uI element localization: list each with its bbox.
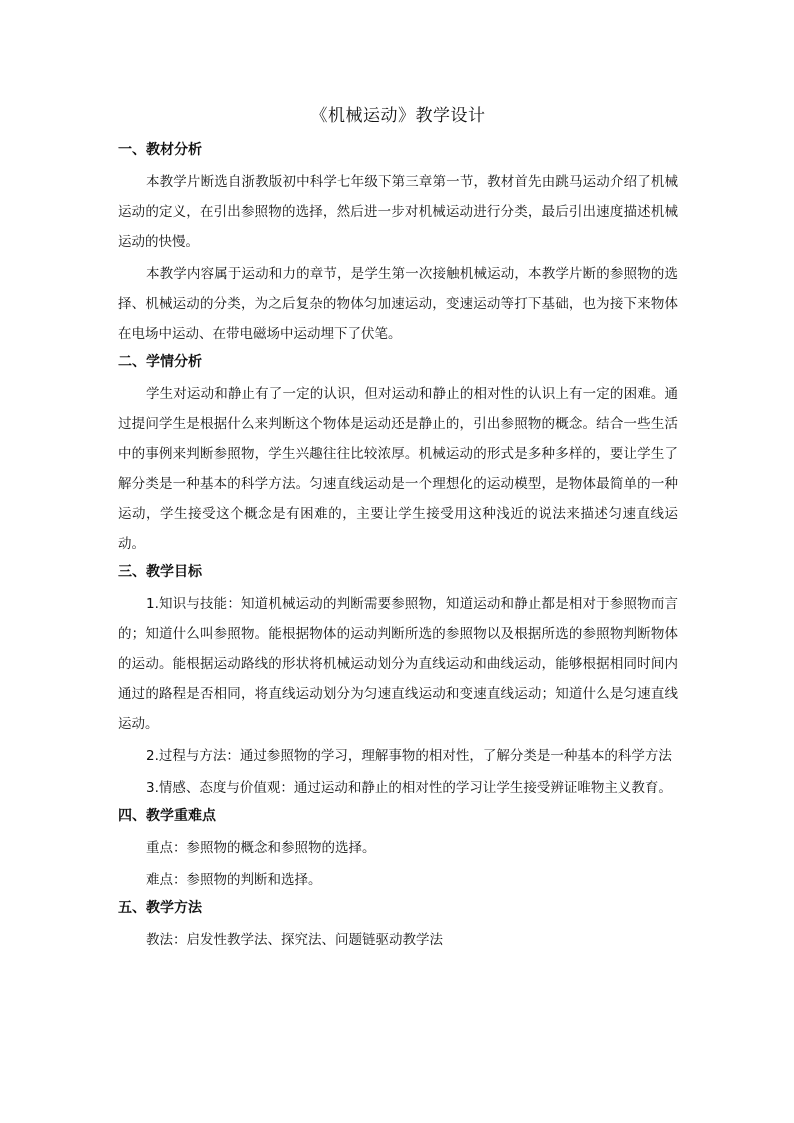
paragraph: 3.情感、态度与价值观：通过运动和静止的相对性的学习让学生接受辨证唯物主义教育。 (146, 780, 672, 796)
section-heading: 五、教学方法 (118, 900, 202, 916)
section-student-analysis (118, 351, 678, 559)
section-textbook-analysis (118, 139, 678, 349)
document-body (118, 101, 678, 957)
paragraph: 难点：参照物的判断和选择。 (146, 872, 322, 888)
paragraph: 重点：参照物的概念和参照物的选择。 (146, 840, 376, 856)
paragraph: 本教学片断选自浙教版初中科学七年级下第三章第一节，教材首先由跳马运动介绍了机械运动的定义，在引出参照物的选择，然后进一步对机械运动进行分类，最后引出速度描述机械运动的快慢。 (118, 174, 678, 250)
paragraph: 1.知识与技能：知道机械运动的判断需要参照物，知道运动和静止都是相对于参照物而言的；知道什么叫参照物。能根据物体的运动判断所选的参照物以及根据所选的参照物判断物体的运动。能根据运动路线的形状将机械运动划分为直线运动和曲线运动，能够根据相同时间内通过的路程是否相同，将直线运动划分为匀速直线运动和变速直线运动；知道什么是匀速直线运动。 (118, 596, 678, 732)
section-heading: 二、学情分析 (118, 354, 202, 370)
section-heading: 三、教学目标 (118, 564, 202, 580)
paragraph: 2.过程与方法：通过参照物的学习，理解事物的相对性，了解分类是一种基本的科学方法 (146, 748, 672, 764)
section-key-points (118, 805, 678, 895)
section-heading: 一、教材分析 (118, 142, 202, 158)
paragraph: 学生对运动和静止有了一定的认识，但对运动和静止的相对性的认识上有一定的困难。通过提问学生是根据什么来判断这个物体是运动还是静止的，引出参照物的概念。结合一些生活中的事例来判断参照物，学生兴趣往往比较浓厚。机械运动的形式是多种多样的，要让学生了解分类是一种基本的科学方法。匀速直线运动是一个理想化的运动模型，是物体最简单的一种运动，学生接受这个概念是有困难的，主要让学生接受用这种浅近的说法来描述匀速直线运动。 (118, 386, 678, 552)
document-title: 《机械运动》教学设计 (310, 106, 486, 126)
paragraph: 本教学内容属于运动和力的章节，是学生第一次接触机械运动，本教学片断的参照物的选择、机械运动的分类，为之后复杂的物体匀加速运动，变速运动等打下基础，也为接下来物体在电场中运动、在带电磁场中运动埋下了伏笔。 (118, 266, 678, 342)
section-teaching-methods (118, 897, 678, 955)
section-teaching-objectives (118, 561, 678, 803)
section-heading: 四、教学重难点 (118, 808, 216, 824)
paragraph: 教法：启发性教学法、探究法、问题链驱动教学法 (146, 932, 443, 948)
